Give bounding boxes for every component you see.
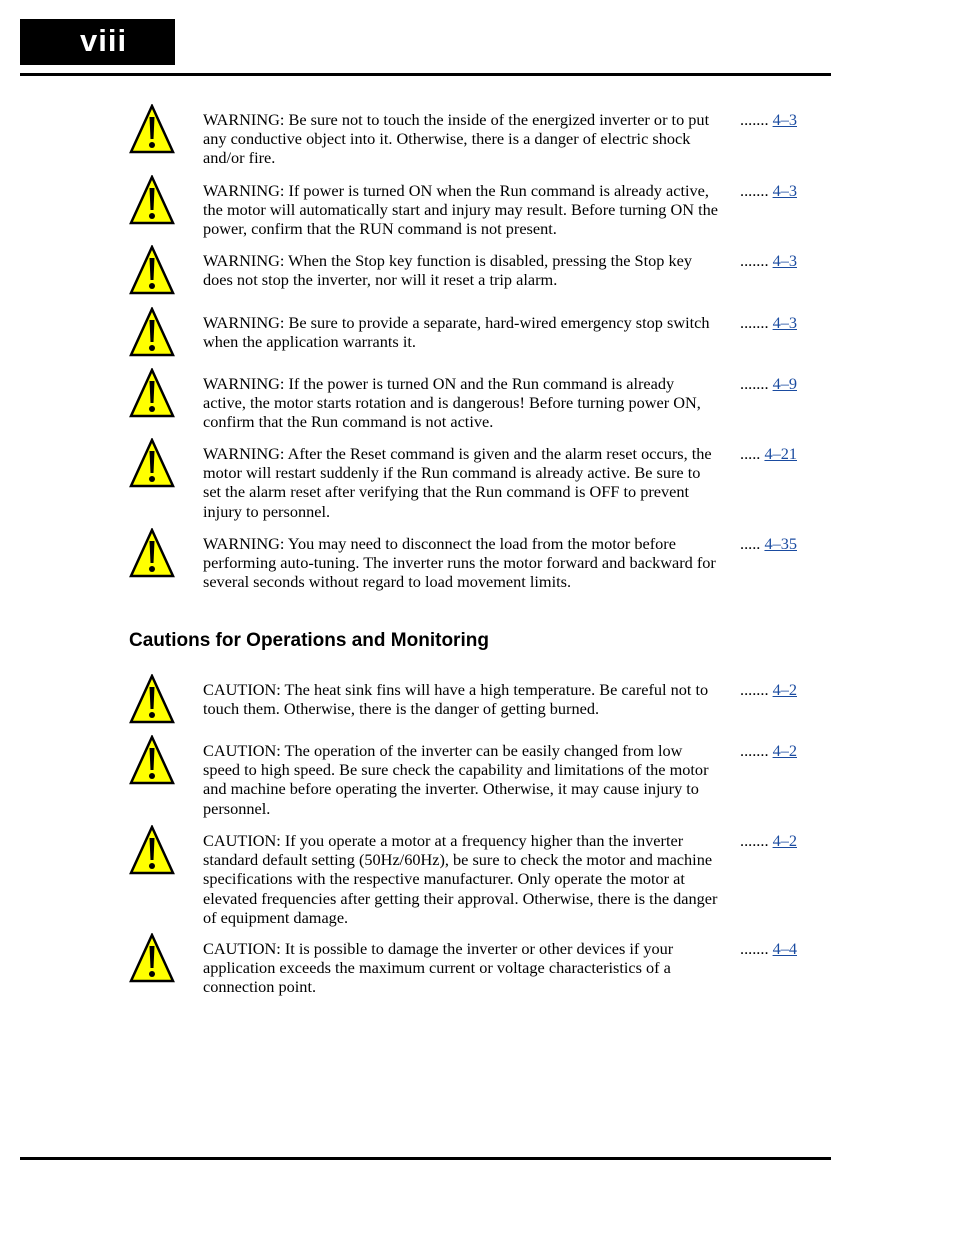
warning-triangle-icon xyxy=(129,307,175,357)
page-reference xyxy=(717,251,797,270)
page-number-tab: viii xyxy=(20,19,175,65)
caution-text: CAUTION: If you operate a motor at a frequency higher than the inverter standard default setting (50Hz/60Hz), be sure to check the motor and machine specifications with the respective manufacturer. Only operate the motor at elevated frequencies after getting their approval. Otherwise, there is the danger of equipment damage. xyxy=(203,831,718,927)
leader-dots: ....... xyxy=(740,181,773,200)
page-reference-link[interactable]: 4–4 xyxy=(772,939,797,958)
caution-text: CAUTION: The heat sink fins will have a high temperature. Be careful not to touch them. Otherwise, there is the danger of getting burned. xyxy=(203,680,709,719)
leader-dots: ....... xyxy=(740,110,773,129)
warning-triangle-icon xyxy=(129,175,175,225)
leader-dots: ....... xyxy=(740,251,773,270)
page-reference-link[interactable]: 4–35 xyxy=(764,534,797,553)
page-reference xyxy=(717,939,797,958)
page-reference-link[interactable]: 4–9 xyxy=(772,374,797,393)
footer-rule xyxy=(20,1157,831,1160)
page-reference xyxy=(717,680,797,699)
warning-text: WARNING: When the Stop key function is disabled, pressing the Stop key does not stop the inverter, nor will it reset a trip alarm. xyxy=(203,251,692,290)
leader-dots: ....... xyxy=(740,939,773,958)
leader-dots: ....... xyxy=(740,374,773,393)
page-reference-link[interactable]: 4–3 xyxy=(772,313,797,332)
page-reference xyxy=(717,534,797,553)
warning-triangle-icon xyxy=(129,528,175,578)
page-reference xyxy=(717,374,797,393)
leader-dots: ..... xyxy=(740,444,765,463)
header-rule xyxy=(20,73,831,76)
page-reference xyxy=(717,110,797,129)
caution-triangle-icon xyxy=(129,933,175,983)
warning-text: WARNING: After the Reset command is given and the alarm reset occurs, the motor will restart suddenly if the Run command is already active. Be sure to set the alarm reset after verifying that the Run command is OFF to prevent injury to personnel. xyxy=(203,444,712,521)
caution-text: CAUTION: The operation of the inverter can be easily changed from low speed to high speed. Be sure check the capability and limitations of the motor and machine before operating the inverter. Otherwise, it may cause injury to personnel. xyxy=(203,741,709,818)
leader-dots: ....... xyxy=(740,741,773,760)
page-reference xyxy=(717,831,797,850)
page-reference-link[interactable]: 4–21 xyxy=(764,444,797,463)
page-reference xyxy=(717,444,797,463)
leader-dots: ....... xyxy=(740,831,773,850)
warning-text: WARNING: If power is turned ON when the Run command is already active, the motor will automatically start and injury may result. Before turning ON the power, confirm that the RUN command is not present. xyxy=(203,181,718,239)
page-reference xyxy=(717,313,797,332)
caution-triangle-icon xyxy=(129,674,175,724)
warning-text: WARNING: You may need to disconnect the load from the motor before performing auto-tuning. The inverter runs the motor forward and backward for several seconds without regard to load movement limits. xyxy=(203,534,716,592)
warning-triangle-icon xyxy=(129,368,175,418)
section-heading: Cautions for Operations and Monitoring xyxy=(129,630,489,651)
caution-text: CAUTION: It is possible to damage the inverter or other devices if your application exceeds the maximum current or voltage characteristics of a connection point. xyxy=(203,939,674,997)
caution-triangle-icon xyxy=(129,825,175,875)
page-reference-link[interactable]: 4–3 xyxy=(772,181,797,200)
warning-triangle-icon xyxy=(129,104,175,154)
leader-dots: ....... xyxy=(740,313,773,332)
warning-text: WARNING: Be sure not to touch the inside of the energized inverter or to put any conductive object into it. Otherwise, there is a danger of electric shock and/or fire. xyxy=(203,110,710,168)
page-reference xyxy=(717,181,797,200)
warning-triangle-icon xyxy=(129,438,175,488)
page-reference xyxy=(717,741,797,760)
page-reference-link[interactable]: 4–3 xyxy=(772,110,797,129)
warning-text: WARNING: If the power is turned ON and the Run command is already active, the motor starts rotation and is dangerous! Before turning power ON, confirm that the Run command is not active. xyxy=(203,374,701,432)
leader-dots: ....... xyxy=(740,680,773,699)
page-reference-link[interactable]: 4–3 xyxy=(772,251,797,270)
warning-text: WARNING: Be sure to provide a separate, hard-wired emergency stop switch when the application warrants it. xyxy=(203,313,710,352)
caution-triangle-icon xyxy=(129,735,175,785)
leader-dots: ..... xyxy=(740,534,765,553)
warning-triangle-icon xyxy=(129,245,175,295)
page-reference-link[interactable]: 4–2 xyxy=(772,831,797,850)
page-reference-link[interactable]: 4–2 xyxy=(772,680,797,699)
page-reference-link[interactable]: 4–2 xyxy=(772,741,797,760)
